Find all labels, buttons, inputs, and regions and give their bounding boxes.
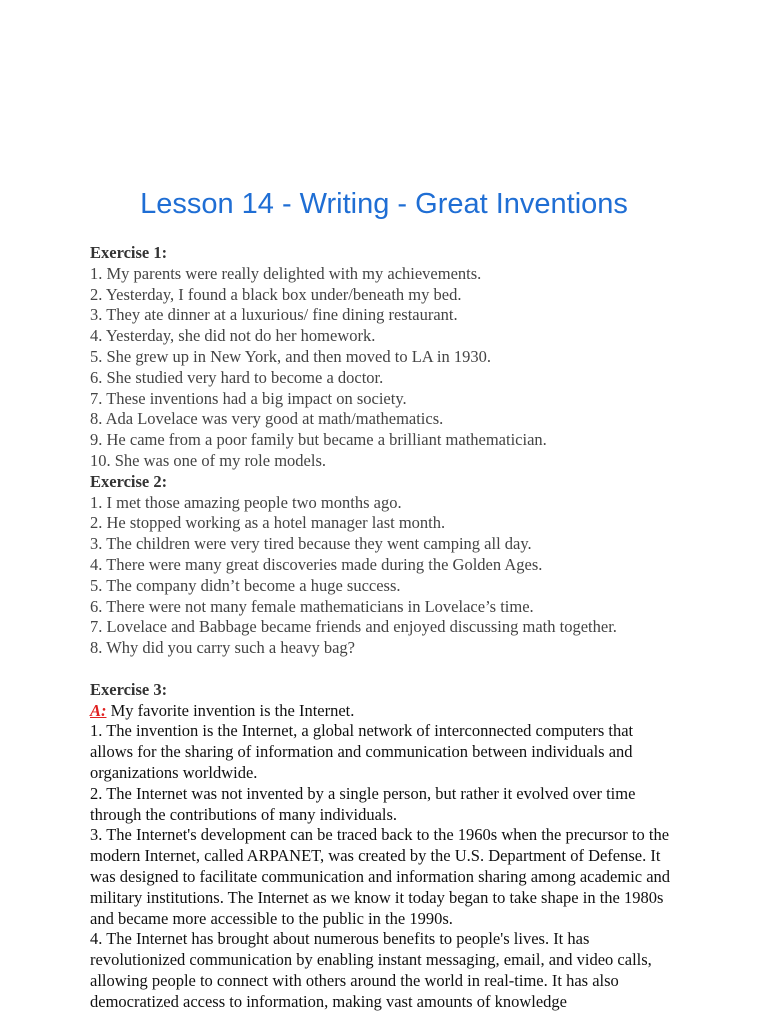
exercise-1-item: 2. Yesterday, I found a black box under/beneath my bed. <box>90 284 462 304</box>
answer-marker: A: <box>90 700 107 720</box>
exercise-1-item: 6. She studied very hard to become a doctor. <box>90 367 384 387</box>
document-body <box>90 243 680 1012</box>
exercise-3-paragraph: 4. The Internet has brought about numerous benefits to people's lives. It has revolutionized communication by enabling instant messaging, email, and video calls, allowing people to connect with others around the world in real-time. It has also democratized access to information, making vast amounts of knowledge <box>90 929 652 1011</box>
exercise-2-item: 8. Why did you carry such a heavy bag? <box>90 638 355 658</box>
exercise-1-item: 4. Yesterday, she did not do her homework. <box>90 326 376 346</box>
exercise-3-heading: Exercise 3: <box>90 679 168 699</box>
exercise-2-item: 5. The company didn’t become a huge success. <box>90 575 401 595</box>
exercise-3-intro <box>90 701 680 722</box>
page-title: Lesson 14 - Writing - Great Inventions <box>140 188 628 220</box>
exercise-3-intro-text: My favorite invention is the Internet. <box>110 700 355 720</box>
exercise-2-item: 2. He stopped working as a hotel manager last month. <box>90 513 446 533</box>
exercise-1-item: 3. They ate dinner at a luxurious/ fine dining restaurant. <box>90 305 458 325</box>
exercise-2-heading: Exercise 2: <box>90 471 168 491</box>
exercise-1-heading: Exercise 1: <box>90 243 168 262</box>
exercise-3-paragraph: 2. The Internet was not invented by a single person, but rather it evolved over time through the contributions of many individuals. <box>90 783 636 824</box>
exercise-3-section <box>90 680 680 1013</box>
exercise-3-paragraph: 3. The Internet's development can be traced back to the 1960s when the precursor to the modern Internet, called ARPANET, was created by the U.S. Department of Defense. It was designed to facilitate communication and information sharing among academic and military institutions. The Internet as we know it today began to take shape in the 1980s and became more accessible to the public in the 1990s. <box>90 825 671 928</box>
exercise-2-item: 1. I met those amazing people two months ago. <box>90 492 402 512</box>
exercise-2-item: 6. There were not many female mathematicians in Lovelace’s time. <box>90 596 534 616</box>
exercise-2-item: 7. Lovelace and Babbage became friends and enjoyed discussing math together. <box>90 617 617 637</box>
exercise-3-paragraph: 1. The invention is the Internet, a global network of interconnected computers that allows for the sharing of information and communication between individuals and organizations worldwide. <box>90 721 634 782</box>
exercise-1-item: 7. These inventions had a big impact on society. <box>90 388 407 408</box>
exercise-1-item: 1. My parents were really delighted with my achievements. <box>90 263 482 283</box>
spacer <box>90 659 680 680</box>
exercise-2-item: 4. There were many great discoveries made during the Golden Ages. <box>90 554 543 574</box>
exercise-2-item: 3. The children were very tired because they went camping all day. <box>90 534 532 554</box>
exercise-1-item: 5. She grew up in New York, and then moved to LA in 1930. <box>90 346 492 366</box>
exercise-1-item: 10. She was one of my role models. <box>90 450 327 470</box>
exercise-1-item: 9. He came from a poor family but became a brilliant mathematician. <box>90 430 547 450</box>
exercise-1-item: 8. Ada Lovelace was very good at math/mathematics. <box>90 409 444 429</box>
